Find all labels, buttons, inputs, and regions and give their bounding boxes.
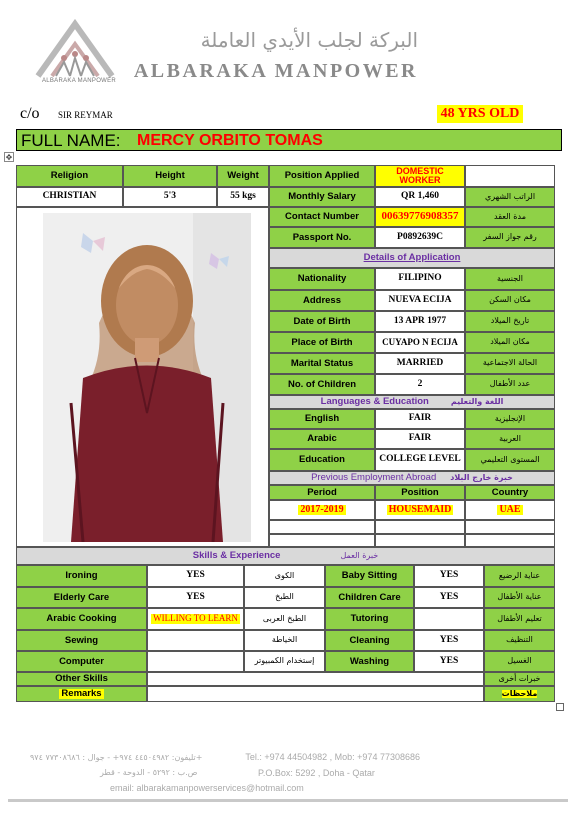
english-label-ar: الإنجليزية xyxy=(465,409,555,429)
skill-v1-cell xyxy=(147,608,244,630)
salary-label-ar: الراتب الشهري xyxy=(465,187,555,207)
english-label: English xyxy=(269,409,375,429)
position-applied-value: DOMESTIC WORKER xyxy=(375,165,465,187)
skill-a1-cell: الطبخ xyxy=(244,587,325,608)
employment-row-country-cell xyxy=(465,500,555,520)
skill-l2-cell: Children Care xyxy=(325,587,414,608)
employment-header-ar: خبرة خارج البلاد xyxy=(450,472,513,482)
skill-l1-cell: Ironing xyxy=(16,565,147,587)
pob-value: CUYAPO N ECIJA xyxy=(375,332,465,353)
applicant-photo xyxy=(43,213,251,542)
religion-label: Religion xyxy=(16,165,123,187)
skill-a1-cell: إستخدام الكمبيوتر xyxy=(244,651,325,672)
address-value: NUEVA ECIJA xyxy=(375,290,465,311)
salary-label: Monthly Salary xyxy=(269,187,375,207)
footer-phone: Tel.: +974 44504982 , Mob: +974 77308686 xyxy=(245,752,420,762)
arabic-value: FAIR xyxy=(375,429,465,449)
nationality-value: FILIPINO xyxy=(375,268,465,290)
other-skills-value xyxy=(147,672,484,686)
children-value: 2 xyxy=(375,374,465,395)
remarks-value xyxy=(147,686,484,702)
skill-a2-cell: الغسيل xyxy=(484,651,555,672)
position-applied-label: Position Applied xyxy=(269,165,375,187)
children-label: No. of Children xyxy=(269,374,375,395)
employment-row-position-cell xyxy=(375,500,465,520)
skill-l1-cell: Arabic Cooking xyxy=(16,608,147,630)
passport-value: P0892639C xyxy=(375,227,465,248)
skill-a2-cell: عناية الأطفال xyxy=(484,587,555,608)
footer-pobox: P.O.Box: 5292 , Doha - Qatar xyxy=(258,768,375,778)
skills-header-ar: خبرة العمل xyxy=(340,550,379,560)
position-header: Position xyxy=(375,485,465,500)
languages-header-ar: اللغة والتعليم xyxy=(450,396,504,406)
employment-empty-cell xyxy=(269,520,375,534)
remarks-label-cell xyxy=(16,686,147,702)
employment-row-period-cell xyxy=(269,500,375,520)
employment-country: UAE xyxy=(499,503,521,515)
skill-l2-cell: Cleaning xyxy=(325,630,414,651)
dob-label: Date of Birth xyxy=(269,311,375,332)
languages-header-label: Languages & Education xyxy=(320,396,429,408)
employment-period: 2017-2019 xyxy=(300,503,344,515)
skill-l2-cell: Tutoring xyxy=(325,608,414,630)
pob-label: Place of Birth xyxy=(269,332,375,353)
salary-value: QR 1,460 xyxy=(375,187,465,207)
passport-label: Passport No. xyxy=(269,227,375,248)
passport-label-ar: رقم جواز السفر xyxy=(465,227,555,248)
height-label: Height xyxy=(123,165,217,187)
skill-v2-cell: YES xyxy=(414,587,484,608)
address-label-ar: مكان السكن xyxy=(465,290,555,311)
education-label: Education xyxy=(269,449,375,471)
employment-header xyxy=(269,471,555,485)
height-value: 5'3 xyxy=(123,187,217,207)
other-skills-label-ar: خبرات أخرى xyxy=(484,672,555,686)
arabic-label-ar: العربية xyxy=(465,429,555,449)
education-value: COLLEGE LEVEL xyxy=(375,449,465,471)
footer-pobox-arabic: ص.ب : ٥٢٩٢ - الدوحة - قطر xyxy=(100,768,198,777)
contact-value: 00639776908357 xyxy=(375,207,465,227)
marital-label-ar: الحالة الاجتماعية xyxy=(465,353,555,374)
skill-v1-cell xyxy=(147,630,244,651)
nationality-label-ar: الجنسية xyxy=(465,268,555,290)
skill-l2-cell: Washing xyxy=(325,651,414,672)
skill-a2-cell: عناية الرضيع xyxy=(484,565,555,587)
employment-position: HOUSEMAID xyxy=(388,503,452,515)
children-label-ar: عدد الأطفال xyxy=(465,374,555,395)
skill-a1-cell: الكوى xyxy=(244,565,325,587)
period-header: Period xyxy=(269,485,375,500)
co-name: SIR REYMAR xyxy=(58,110,113,120)
skill-v2-cell xyxy=(414,608,484,630)
languages-header xyxy=(269,395,555,409)
weight-value: 55 kgs xyxy=(217,187,269,207)
arabic-label: Arabic xyxy=(269,429,375,449)
other-skills-label: Other Skills xyxy=(16,672,147,686)
footer-phone-arabic: تليفون: ٤٤٥٠٤٩٨٢ ٩٧٤+ - جوال : ٧٧٣٠٨٦٨٦ ٩٧٤+ xyxy=(30,753,203,762)
company-name-arabic: البركة لجلب الأيدي العاملة xyxy=(200,28,418,52)
table-move-handle-icon[interactable]: ✥ xyxy=(5,153,13,162)
fullname-bar xyxy=(16,129,562,151)
age-badge: 48 YRS OLD xyxy=(437,105,523,123)
weight-label: Weight xyxy=(217,165,269,187)
employment-empty-cell xyxy=(269,534,375,547)
remarks-label-ar-cell xyxy=(484,686,555,702)
marital-label: Marital Status xyxy=(269,353,375,374)
table-resize-handle-icon[interactable] xyxy=(556,703,564,711)
religion-value: CHRISTIAN xyxy=(16,187,123,207)
skill-l1-cell: Computer xyxy=(16,651,147,672)
skill-v1-cell: YES xyxy=(147,587,244,608)
skill-l2-cell: Baby Sitting xyxy=(325,565,414,587)
skill-v2-cell: YES xyxy=(414,651,484,672)
skills-header-label: Skills & Experience xyxy=(192,550,281,562)
skill-v1-cell: YES xyxy=(147,565,244,587)
employment-empty-cell xyxy=(375,520,465,534)
address-label: Address xyxy=(269,290,375,311)
dob-value: 13 APR 1977 xyxy=(375,311,465,332)
company-name-english: ALBARAKA MANPOWER xyxy=(133,60,418,82)
marital-value: MARRIED xyxy=(375,353,465,374)
employment-header-label: Previous Employment Abroad xyxy=(311,472,437,484)
education-label-ar: المستوى التعليمي xyxy=(465,449,555,471)
company-logo xyxy=(34,18,116,80)
employment-empty-cell xyxy=(375,534,465,547)
remarks-label: Remarks xyxy=(61,688,102,700)
contact-label-ar: مدة العقد xyxy=(465,207,555,227)
footer-divider xyxy=(8,799,568,802)
co-label: c/o xyxy=(20,105,40,122)
skill-v2-cell: YES xyxy=(414,630,484,651)
employment-empty-cell xyxy=(465,534,555,547)
remarks-label-ar: ملاحظات xyxy=(501,688,538,698)
skill-a1-cell: الخياطة xyxy=(244,630,325,651)
skill-a1-cell: الطبخ العربى xyxy=(244,608,325,630)
english-value: FAIR xyxy=(375,409,465,429)
employment-empty-cell xyxy=(465,520,555,534)
skill-value: WILLING TO LEARN xyxy=(153,613,238,624)
position-applied-ar xyxy=(465,165,555,187)
skill-a2-cell: تعليم الأطفال xyxy=(484,608,555,630)
fullname-value: MERCY ORBITO TOMAS xyxy=(137,132,323,149)
skill-v1-cell xyxy=(147,651,244,672)
skills-header xyxy=(16,547,555,565)
logo-caption: ALBARAKA MANPOWER xyxy=(41,78,117,84)
dob-label-ar: تاريخ الميلاد xyxy=(465,311,555,332)
skill-v2-cell: YES xyxy=(414,565,484,587)
pob-label-ar: مكان الميلاد xyxy=(465,332,555,353)
footer-email: email: albarakamanpowerservices@hotmail.com xyxy=(110,783,304,793)
fullname-label: FULL NAME: xyxy=(21,131,121,150)
skill-l1-cell: Elderly Care xyxy=(16,587,147,608)
nationality-label: Nationality xyxy=(269,268,375,290)
contact-label: Contact Number xyxy=(269,207,375,227)
skill-a2-cell: التنظيف xyxy=(484,630,555,651)
details-application-header: Details of Application xyxy=(269,248,555,268)
skill-l1-cell: Sewing xyxy=(16,630,147,651)
country-header: Country xyxy=(465,485,555,500)
